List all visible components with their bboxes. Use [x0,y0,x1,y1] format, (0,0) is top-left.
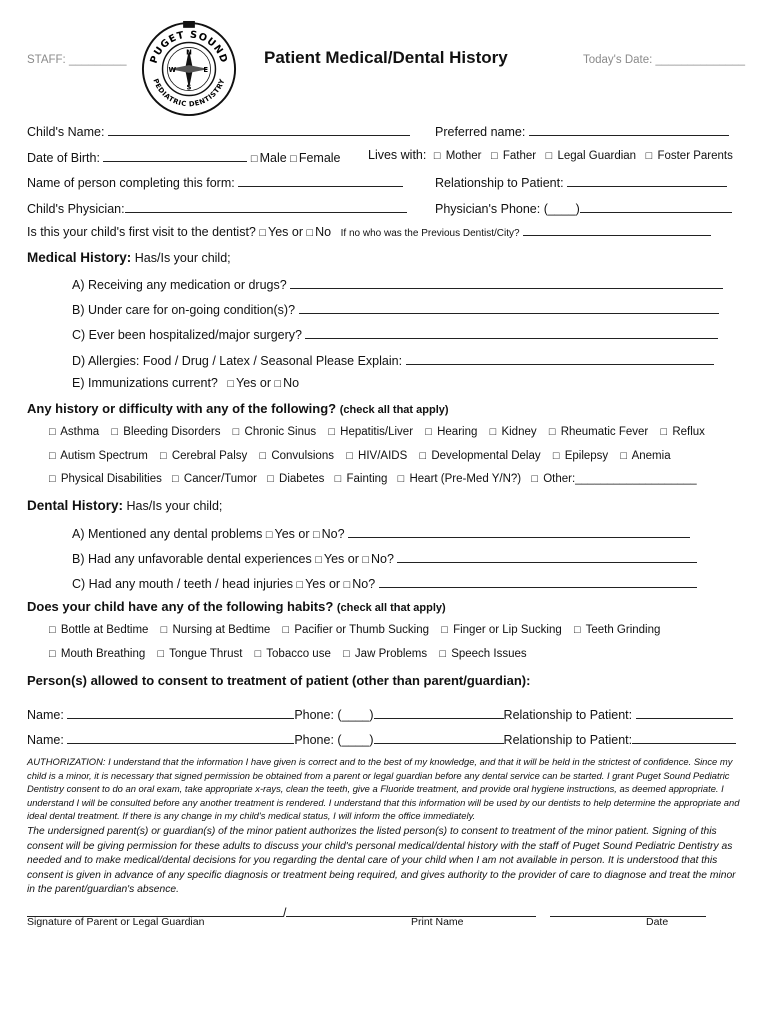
father-checkbox[interactable]: □ [490,150,498,162]
cancer-label: Cancer/Tumor [183,473,257,485]
dental-q-b-input[interactable] [397,549,697,563]
immunizations-no-label: No [283,376,300,390]
grinding-label: Teeth Grinding [585,624,661,636]
reflux-label: Reflux [672,426,705,438]
yes-or-label: Yes or [268,225,303,239]
medical-q-d-label: D) Allergies: Food / Drug / Latex / Seasonal Please Explain: [72,354,403,368]
medical-history-heading: Medical History: Has/Is your child; [27,250,231,265]
preferred-name-input[interactable] [529,122,729,136]
dental-b-no-label: No? [371,552,394,566]
convulsions-checkbox[interactable]: □ [259,450,267,462]
nursing-label: Nursing at Bedtime [172,624,271,636]
nursing-checkbox[interactable]: □ [160,624,168,636]
consent-name-label: Name: [27,708,64,722]
history-row-2 [49,450,671,462]
consent-relationship-label: Relationship to Patient: [503,733,633,747]
hearing-label: Hearing [437,426,478,438]
epilepsy-checkbox[interactable]: □ [552,450,560,462]
dental-c-yes-label: Yes or [305,577,341,591]
bleeding-label: Bleeding Disorders [123,426,221,438]
physician-row [27,199,407,216]
page-title: Patient Medical/Dental History [264,48,508,67]
bottle-checkbox[interactable]: □ [49,624,56,636]
medical-q-b [72,300,719,317]
first-visit-label: Is this your child's first visit to the dentist? [27,225,256,239]
relationship-input[interactable] [567,173,727,187]
foster-parents-checkbox[interactable]: □ [645,150,653,162]
foster-parents-label: Foster Parents [657,150,733,162]
dob-row [27,148,341,165]
other-checkbox[interactable]: □ [531,473,538,485]
dental-q-b [72,549,697,566]
dental-q-a-label: A) Mentioned any dental problems [72,527,263,541]
anemia-checkbox[interactable]: □ [620,450,628,462]
childs-name-row [27,122,410,139]
dental-q-c-input[interactable] [379,574,697,588]
lives-with-row [368,148,733,162]
previous-dentist-label: If no who was the Previous Dentist/City? [340,228,520,239]
consent-phone-label: Phone: (____) [294,733,374,747]
svg-text:PUGET SOUND: PUGET SOUND [148,29,230,65]
jaw-label: Jaw Problems [354,648,428,660]
date-input[interactable] [550,903,706,917]
no-label: No [315,225,332,239]
dental-q-a-input[interactable] [348,524,690,538]
dental-history-heading: Dental History: Has/Is your child; [27,498,223,513]
dob-label: Date of Birth: [27,151,100,165]
fainting-label: Fainting [346,473,388,485]
relationship-label: Relationship to Patient: [435,176,564,190]
habits-check-all: (check all that apply) [336,602,446,614]
dental-c-no-label: No? [352,577,376,591]
childs-name-label: Child's Name: [27,125,105,139]
habits-heading: Does your child have any of the following habits? (check all that apply) [27,599,446,614]
preferred-name-row [435,122,729,139]
consent-row-1 [27,705,733,722]
authorization-paragraph: AUTHORIZATION: I understand that the information I have given is correct and to the best of my knowledge, and that it will be held in the strictest of confidence. Since my child is a minor, it is necessary that signed permission be obtained from a parent or legal guardian before any dental service can be started. I grant Puget Sound Pediatric Dentistry consent to do an oral exam, take appropriate x-rays, clean the teeth, give a Fluoride treatment, and provide oral hygiene instructions, as deemed appropriate. I understand I will be consulted before any another treatment is rendered. I understand that this information will be used by our dentists to help determine the appropriate and ideal dental treatment. If there is any change in my child's medical status, I will inform the office immediately. [27,756,740,822]
father-label: Father [502,150,537,162]
tongue-thrust-checkbox[interactable]: □ [157,648,165,660]
finger-label: Finger or Lip Sucking [453,624,562,636]
date-label: Date [646,916,669,928]
bottle-label: Bottle at Bedtime [60,624,149,636]
rheumatic-checkbox[interactable]: □ [548,426,556,438]
female-checkbox[interactable]: □ [290,153,297,165]
hearing-checkbox[interactable]: □ [425,426,432,438]
asthma-checkbox[interactable]: □ [49,426,56,438]
svg-text:E: E [203,65,209,74]
dental-a-yes-checkbox[interactable]: □ [265,529,273,541]
dental-b-yes-label: Yes or [323,552,359,566]
history-check-all: (check all that apply) [339,404,449,416]
hepatitis-label: Hepatitis/Liver [340,426,414,438]
tobacco-checkbox[interactable]: □ [254,648,262,660]
previous-dentist-input[interactable] [523,224,711,236]
physical-disabilities-checkbox[interactable]: □ [49,473,56,485]
dental-a-no-label: No? [321,527,345,541]
puget-sound-logo [140,20,238,118]
cerebral-palsy-label: Cerebral Palsy [171,450,248,462]
todays-date-field[interactable]: Today's Date: ______________ [583,54,746,66]
bleeding-checkbox[interactable]: □ [111,426,119,438]
developmental-delay-checkbox[interactable]: □ [419,450,427,462]
mouth-breathing-checkbox[interactable]: □ [49,648,56,660]
autism-label: Autism Spectrum [60,450,148,462]
dental-b-yes-checkbox[interactable]: □ [315,554,322,566]
medical-q-d-input[interactable] [406,351,714,365]
first-visit-row [27,224,711,239]
medical-q-a-label: A) Receiving any medication or drugs? [72,278,287,292]
developmental-delay-label: Developmental Delay [431,450,541,462]
other-field[interactable]: Other:___________________ [543,473,697,485]
mouth-breathing-label: Mouth Breathing [60,648,146,660]
medical-q-c [72,325,718,342]
consent-relationship-label: Relationship to Patient: [503,708,633,722]
legal-guardian-label: Legal Guardian [557,150,637,162]
relationship-row [435,173,727,190]
immunizations-yes-label: Yes or [236,376,272,390]
hepatitis-checkbox[interactable]: □ [328,426,335,438]
physician-input[interactable] [125,199,407,213]
rheumatic-label: Rheumatic Fever [560,426,649,438]
dental-a-no-checkbox[interactable]: □ [313,529,320,541]
first-visit-no-checkbox[interactable]: □ [306,227,314,239]
dental-q-c [72,574,697,591]
tongue-thrust-label: Tongue Thrust [169,648,243,660]
epilepsy-label: Epilepsy [564,450,609,462]
tobacco-label: Tobacco use [266,648,331,660]
consent-heading: Person(s) allowed to consent to treatment of patient (other than parent/guardian): [27,673,531,688]
consent-relationship-1-input[interactable] [636,705,733,719]
anemia-label: Anemia [631,450,671,462]
medical-subheading: Has/Is your child; [134,251,231,265]
diabetes-checkbox[interactable]: □ [267,473,274,485]
medical-q-d [72,351,714,368]
diabetes-label: Diabetes [279,473,325,485]
dental-q-c-label: C) Had any mouth / teeth / head injuries [72,577,293,591]
svg-text:S: S [186,83,192,92]
pacifier-checkbox[interactable]: □ [282,624,290,636]
consent-name-label: Name: [27,733,64,747]
medical-q-a [72,275,723,292]
staff-field[interactable]: STAFF: _________ [27,54,127,66]
signature-input[interactable] [27,903,283,917]
male-checkbox[interactable]: □ [250,153,258,165]
dental-q-b-label: B) Had any unfavorable dental experiences [72,552,312,566]
medical-q-b-input[interactable] [299,300,719,314]
history-heading: Any history or difficulty with any of the following? (check all that apply) [27,401,449,416]
autism-checkbox[interactable]: □ [49,450,56,462]
dental-a-yes-label: Yes or [274,527,310,541]
dental-b-no-checkbox[interactable]: □ [362,554,369,566]
consent-phone-2-input[interactable] [374,730,504,744]
physician-label: Child's Physician: [27,202,125,216]
physician-phone-input[interactable] [580,199,732,213]
hiv-label: HIV/AIDS [358,450,408,462]
dental-c-no-checkbox[interactable]: □ [343,579,351,591]
medical-q-e [72,376,299,390]
consent-row-2 [27,730,736,747]
grinding-checkbox[interactable]: □ [573,624,581,636]
legal-guardian-checkbox[interactable]: □ [545,150,553,162]
print-name-input[interactable] [286,903,536,917]
mother-checkbox[interactable]: □ [433,150,441,162]
heart-checkbox[interactable]: □ [397,473,405,485]
speech-checkbox[interactable]: □ [439,648,446,660]
print-name-label: Print Name [411,916,464,928]
mother-label: Mother [445,150,482,162]
consent-phone-label: Phone: (____) [294,708,374,722]
first-visit-yes-checkbox[interactable]: □ [259,227,267,239]
consent-relationship-2-input[interactable] [632,730,736,744]
consent-name-2-input[interactable] [67,730,294,744]
preferred-name-label: Preferred name: [435,125,526,139]
lives-with-label: Lives with: [368,148,427,162]
medical-q-a-input[interactable] [290,275,723,289]
person-completing-label: Name of person completing this form: [27,176,235,190]
immunizations-no-checkbox[interactable]: □ [274,378,282,390]
physician-phone-label: Physician's Phone: (____) [435,202,580,216]
sinus-label: Chronic Sinus [244,426,317,438]
female-label: Female [298,151,341,165]
medical-q-c-label: C) Ever been hospitalized/major surgery? [72,328,302,342]
jaw-checkbox[interactable]: □ [343,648,350,660]
consent-name-1-input[interactable] [67,705,294,719]
childs-name-input[interactable] [108,122,410,136]
svg-text:N: N [186,48,192,57]
signature-slash: / [283,906,287,920]
cancer-checkbox[interactable]: □ [172,473,179,485]
physical-disabilities-label: Physical Disabilities [60,473,162,485]
person-completing-row [27,173,403,190]
dental-subheading: Has/Is your child; [126,499,223,513]
svg-text:PEDIATRIC DENTISTRY: PEDIATRIC DENTISTRY [151,77,227,109]
asthma-label: Asthma [60,426,100,438]
pacifier-label: Pacifier or Thumb Sucking [294,624,430,636]
physician-phone-row [435,199,732,216]
hiv-checkbox[interactable]: □ [346,450,353,462]
svg-text:W: W [168,65,177,74]
medical-q-b-label: B) Under care for on-going condition(s)? [72,303,296,317]
consent-phone-1-input[interactable] [374,705,504,719]
history-row-3 [49,473,697,485]
immunizations-yes-checkbox[interactable]: □ [227,378,235,390]
speech-label: Speech Issues [451,648,527,660]
dob-input[interactable] [103,148,247,162]
fainting-checkbox[interactable]: □ [334,473,342,485]
consent-paragraph: The undersigned parent(s) or guardian(s) of the minor patient authorizes the listed person(s) to consent to treatment of the minor patient. Signing of this consent will be giving permission for these adults to discuss your child's personal medical/dental history with the staff of Puget Sound Pediatric Dentistry as needed and to make medical/dental decisions for you regarding the dental care of your child when I am not available in person. It is understood that this consent is given in advance of any specific diagnosis or treatment being required, and gives authority to the provider of care to diagnose and treat the minor in the parent/guardian's absence. [27,826,736,896]
finger-checkbox[interactable]: □ [441,624,448,636]
kidney-label: Kidney [501,426,537,438]
signature-label: Signature of Parent or Legal Guardian [27,916,205,928]
medical-q-e-label: E) Immunizations current? [72,376,218,390]
convulsions-label: Convulsions [271,450,334,462]
dental-c-yes-checkbox[interactable]: □ [296,579,304,591]
reflux-checkbox[interactable]: □ [660,426,668,438]
habits-row-1 [49,624,660,636]
male-label: Male [259,151,287,165]
history-row-1 [49,426,705,438]
sinus-checkbox[interactable]: □ [232,426,240,438]
heart-label: Heart (Pre-Med Y/N?) [409,473,522,485]
cerebral-palsy-checkbox[interactable]: □ [159,450,167,462]
dental-q-a [72,524,690,541]
person-completing-input[interactable] [238,173,403,187]
medical-q-c-input[interactable] [305,325,718,339]
habits-row-2 [49,648,527,660]
kidney-checkbox[interactable]: □ [489,426,497,438]
